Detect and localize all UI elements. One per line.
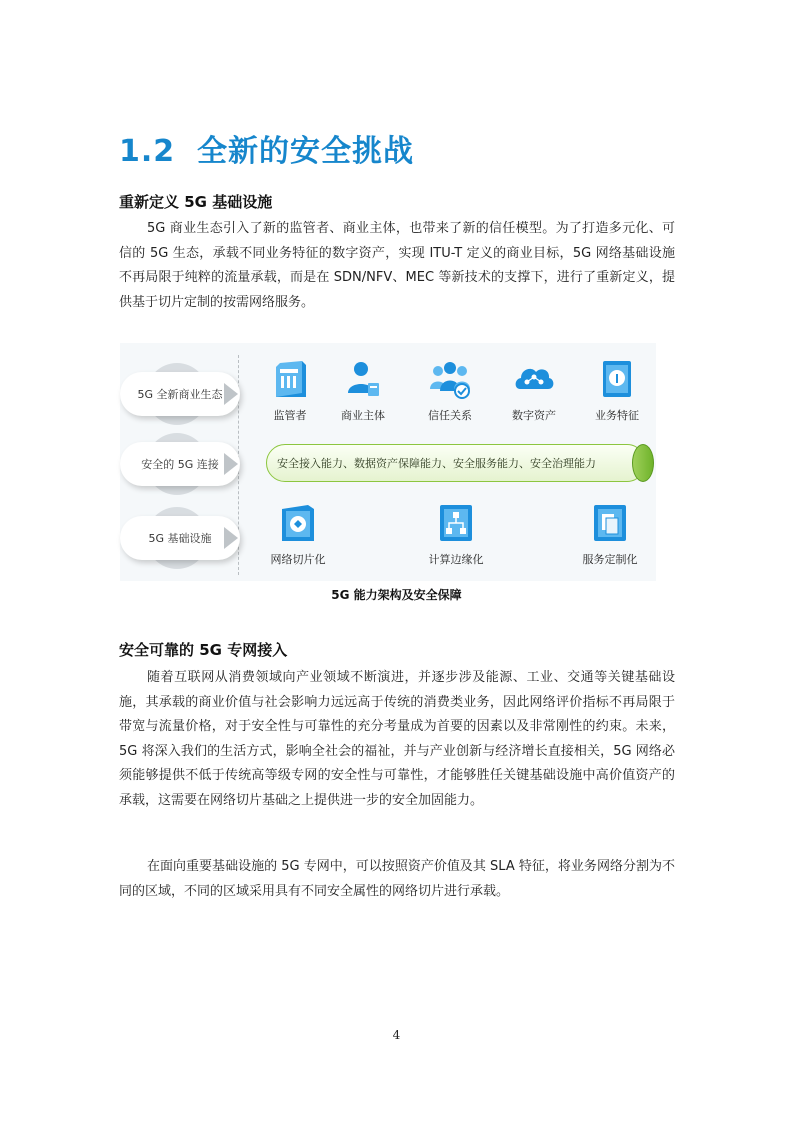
arrow-right-icon bbox=[224, 453, 238, 475]
service-feature-icon bbox=[595, 357, 639, 401]
arrow-right-icon bbox=[224, 527, 238, 549]
infra-item-slicing bbox=[260, 501, 336, 567]
business-entity-icon bbox=[341, 357, 385, 401]
row-label-infrastructure: 5G 基础设施 bbox=[120, 516, 240, 560]
infra-item-edge bbox=[418, 501, 494, 567]
arrow-right-icon bbox=[224, 383, 238, 405]
paragraph-slicing-zones bbox=[119, 855, 675, 904]
regulator-building-icon bbox=[268, 357, 312, 401]
row-label-ecosystem: 5G 全新商业生态 bbox=[120, 372, 240, 416]
pipe-end-cap bbox=[632, 444, 654, 482]
eco-item-service bbox=[579, 357, 655, 423]
service-customization-icon bbox=[588, 501, 632, 545]
eco-item-business bbox=[325, 357, 401, 423]
capability-architecture-diagram bbox=[120, 343, 656, 581]
eco-item-asset bbox=[496, 357, 572, 423]
diagram-caption: 5G 能力架构及安全保障 bbox=[331, 588, 462, 602]
paragraph-text: 5G 商业生态引入了新的监管者、商业主体，也带来了新的信任模型。为了打造多元化、可信的 5G 生态，承载不同业务特征的数字资产，实现 ITU-T 定义的商业目标，5G 网络基础设施不再局限于纯粹的流量承载，而是在 SDN/NFV、MEC 等新技术的支撑下，进行了重新定义，提供基于切片定制的按需网络服务。 bbox=[119, 221, 675, 310]
eco-item-label: 业务特征 bbox=[595, 409, 639, 422]
page-number: 4 bbox=[392, 1028, 401, 1042]
eco-item-regulator bbox=[252, 357, 328, 423]
paragraph-infrastructure bbox=[119, 217, 675, 315]
network-slicing-icon bbox=[276, 501, 320, 545]
eco-item-label: 数字资产 bbox=[512, 409, 556, 422]
paragraph-private-network bbox=[119, 666, 675, 813]
capability-pipe: 安全接入能力、数据资产保障能力、安全服务能力、安全治理能力 bbox=[266, 444, 646, 482]
eco-item-label: 信任关系 bbox=[428, 409, 472, 422]
section-title: 全新的安全挑战 bbox=[197, 134, 414, 169]
subsection-title-infrastructure: 重新定义 5G 基础设施 bbox=[119, 193, 273, 211]
eco-item-label: 商业主体 bbox=[341, 409, 385, 422]
paragraph-text: 随着互联网从消费领域向产业领域不断演进，并逐步涉及能源、工业、交通等关键基础设施，其承载的商业价值与社会影响力远远高于传统的消费类业务，因此网络评价指标不再局限于带宽与流量价格，对于安全性与可靠性的充分考量成为首要的因素以及非常刚性的约束。未来，5G 将深入我们的生活方式，影响全社会的福祉，并与产业创新与经济增长直接相关，5G 网络必须能够提供不低于传统高等级专网的安全性与可靠性，才能够胜任关键基础设施中高价值资产的承载，这需要在网络切片基础之上提供进一步的安全加固能力。 bbox=[119, 670, 675, 808]
row-label-connection: 安全的 5G 连接 bbox=[120, 442, 240, 486]
infra-item-label: 计算边缘化 bbox=[428, 553, 484, 566]
eco-item-label: 监管者 bbox=[273, 409, 307, 422]
infra-item-label: 网络切片化 bbox=[270, 553, 326, 566]
infra-item-label: 服务定制化 bbox=[582, 553, 638, 566]
section-heading bbox=[119, 126, 414, 170]
subsection-title-private-network: 安全可靠的 5G 专网接入 bbox=[119, 641, 288, 659]
edge-computing-icon bbox=[434, 501, 478, 545]
cloud-asset-icon bbox=[512, 357, 556, 401]
eco-item-trust bbox=[412, 357, 488, 423]
trust-group-icon bbox=[428, 357, 472, 401]
paragraph-text: 在面向重要基础设施的 5G 专网中，可以按照资产价值及其 SLA 特征，将业务网络分割为不同的区域，不同的区域采用具有不同安全属性的网络切片进行承载。 bbox=[119, 859, 675, 899]
infra-item-customization bbox=[572, 501, 648, 567]
section-number: 1.2 bbox=[119, 134, 176, 169]
